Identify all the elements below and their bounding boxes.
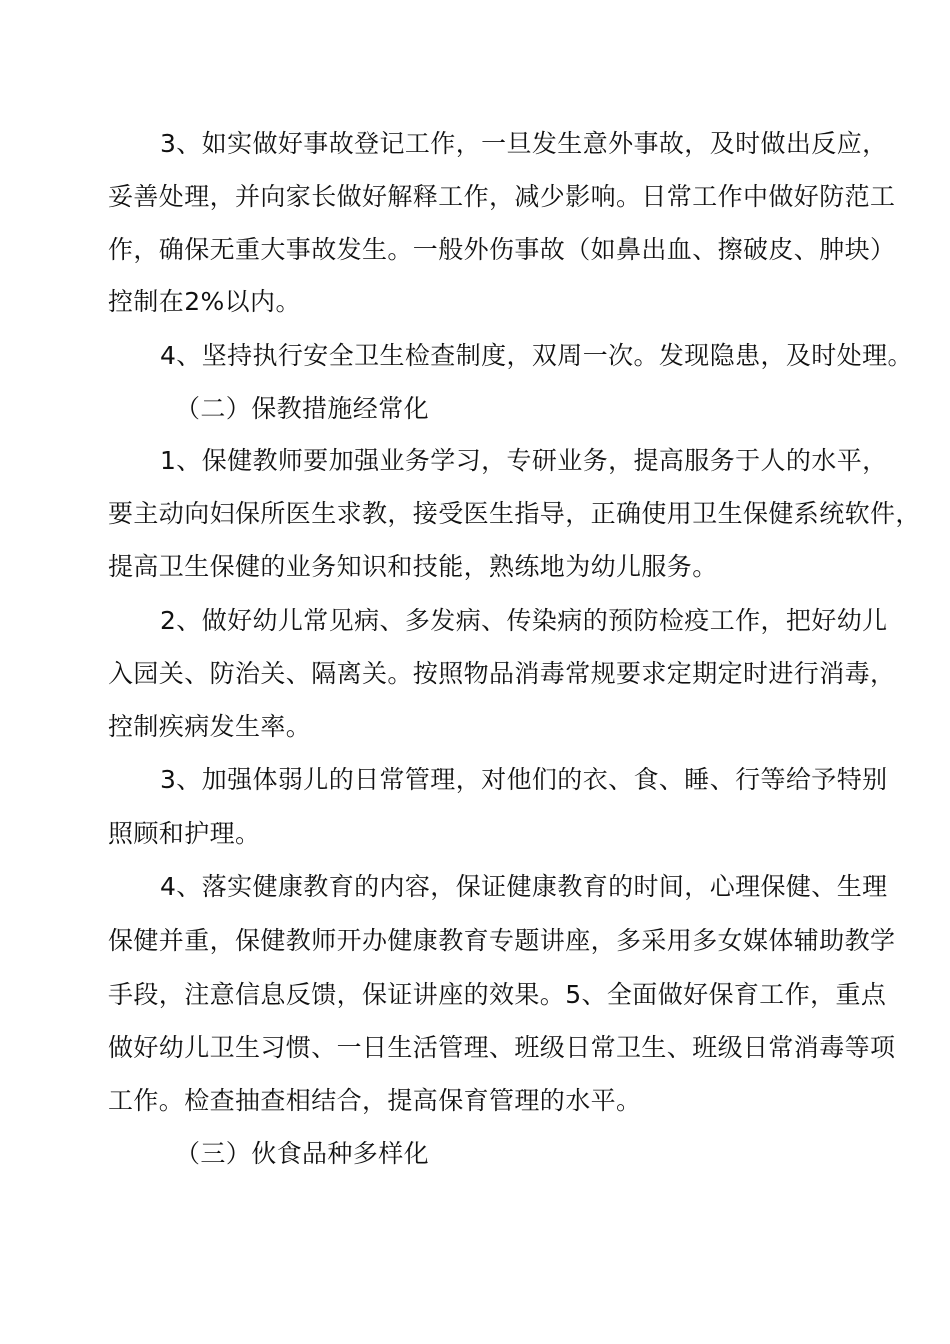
paragraph-line: 1、保健教师要加强业务学习，专研业务，提高服务于人的水平， — [160, 446, 888, 475]
paragraph-line: 要主动向妇保所医生求教，接受医生指导，正确使用卫生保健系统软件， — [108, 499, 921, 528]
paragraph-line: 4、落实健康教育的内容，保证健康教育的时间，心理保健、生理 — [160, 872, 888, 901]
paragraph-line: 工作。检查抽查相结合，提高保育管理的水平。 — [108, 1086, 642, 1115]
paragraph-line: 2、做好幼儿常见病、多发病、传染病的预防检疫工作，把好幼儿 — [160, 606, 888, 635]
paragraph-line: 照顾和护理。 — [108, 819, 261, 848]
paragraph-line: 保健并重，保健教师开办健康教育专题讲座，多采用多女媒体辅助教学 — [108, 926, 896, 955]
paragraph-line: 入园关、防治关、隔离关。按照物品消毒常规要求定期定时进行消毒， — [108, 659, 896, 688]
section-heading: （三）伙食品种多样化 — [175, 1139, 430, 1168]
paragraph-line: 手段，注意信息反馈，保证讲座的效果。5、全面做好保育工作，重点 — [108, 980, 887, 1009]
paragraph-line: 作，确保无重大事故发生。一般外伤事故（如鼻出血、擦破皮、肿块） — [108, 235, 896, 264]
paragraph-line: 3、加强体弱儿的日常管理，对他们的衣、食、睡、行等给予特别 — [160, 765, 888, 794]
paragraph-line: 控制疾病发生率。 — [108, 712, 312, 741]
paragraph-line: 控制在2%以内。 — [108, 287, 301, 316]
paragraph-line: 3、如实做好事故登记工作，一旦发生意外事故，及时做出反应， — [160, 129, 888, 158]
paragraph-line: 提高卫生保健的业务知识和技能，熟练地为幼儿服务。 — [108, 552, 718, 581]
paragraph-line: 4、坚持执行安全卫生检查制度，双周一次。发现隐患，及时处理。 — [160, 341, 913, 370]
paragraph-line: 妥善处理，并向家长做好解释工作，减少影响。日常工作中做好防范工 — [108, 182, 896, 211]
paragraph-line: 做好幼儿卫生习惯、一日生活管理、班级日常卫生、班级日常消毒等项 — [108, 1033, 896, 1062]
section-heading: （二）保教措施经常化 — [175, 394, 430, 423]
